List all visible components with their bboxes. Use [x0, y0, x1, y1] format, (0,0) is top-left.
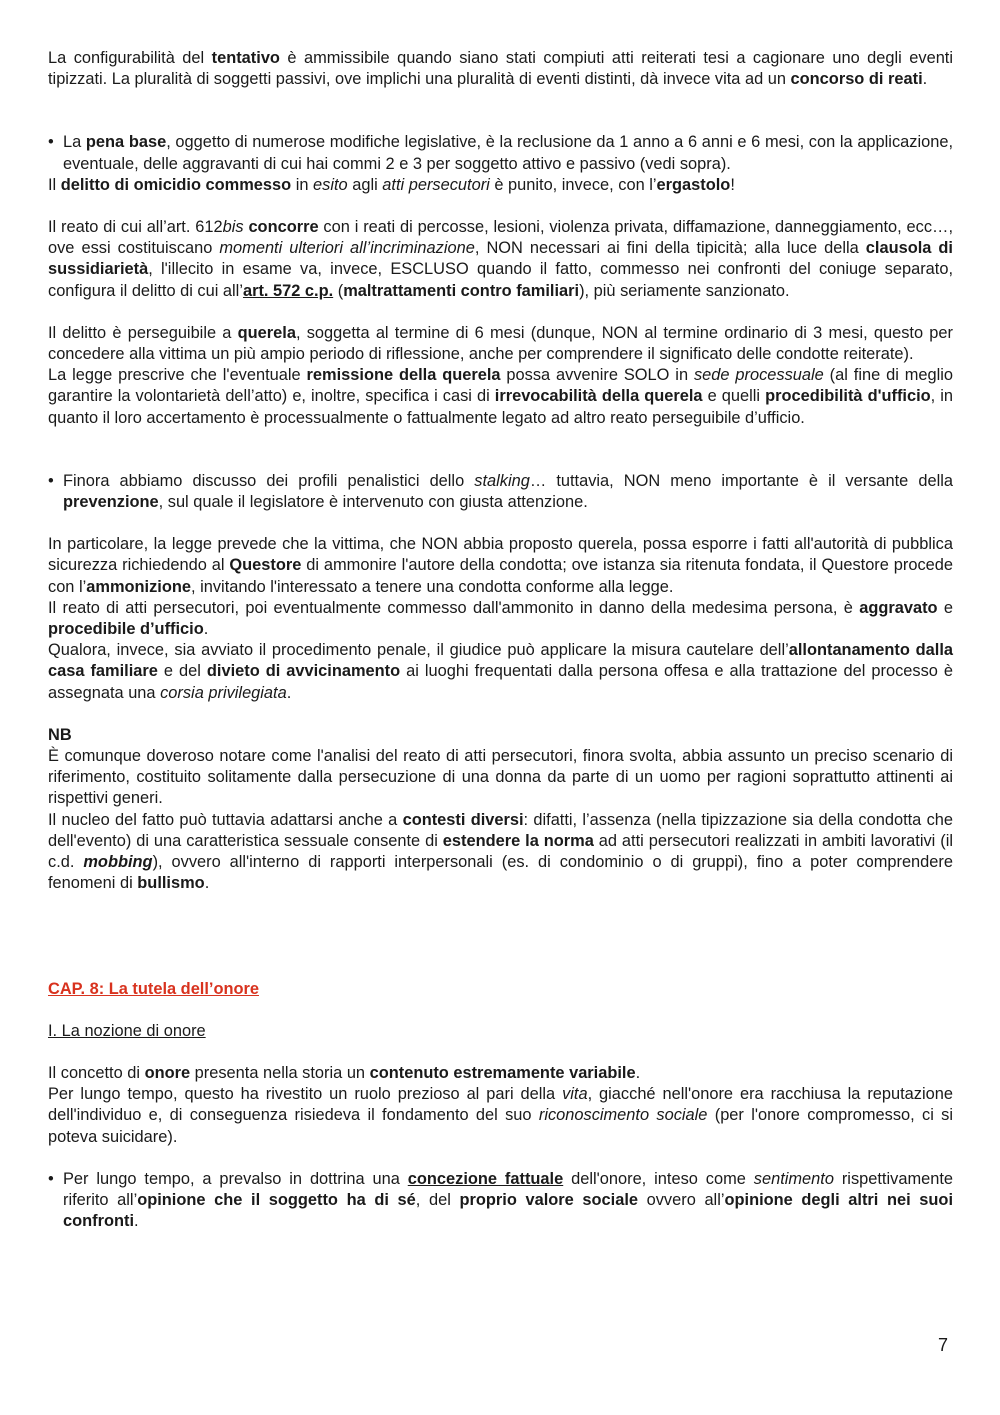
- text-run: , in quanto il loro accertamento è processualmente o fattualmente legato ad altro reato perseguibile d’ufficio.: [48, 387, 954, 427]
- text-run: aggravato: [859, 598, 938, 617]
- text-run: Il: [48, 175, 61, 194]
- text-run: e del: [157, 662, 207, 681]
- bullet-paragraph: [48, 1169, 953, 1233]
- text-run: opinione degli altri nei suoi confronti: [63, 1190, 953, 1231]
- text-run: .: [286, 683, 292, 702]
- text-run: .: [922, 70, 928, 89]
- text-run: stalking: [474, 471, 530, 490]
- paragraph: [48, 365, 953, 429]
- text-run: procedibilità d'ufficio: [765, 387, 931, 406]
- text-run: contesti diversi: [402, 810, 524, 829]
- text-run: NB: [48, 725, 72, 744]
- text-run: Questore: [229, 556, 302, 575]
- text-run: (al fine di meglio garantire la volontarietà dell’atto) e, inoltre, specifica i casi di: [48, 366, 954, 406]
- bullet-paragraph: [48, 471, 953, 513]
- text-run: rispettivamente riferito all’: [63, 1169, 953, 1209]
- paragraph: [48, 1063, 953, 1084]
- bullet-paragraph: [48, 132, 953, 174]
- text-run: ovvero all’: [637, 1190, 725, 1209]
- text-run: !: [730, 175, 735, 194]
- paragraph: [48, 175, 953, 196]
- text-run: Per lungo tempo, a prevalso in dottrina una: [63, 1169, 408, 1188]
- text-run: In particolare, la legge prevede che la vittima, che NON abbia proposto querela, possa esporre i fatti all'autorità di pubblica sicurezza richiedendo al: [48, 535, 953, 575]
- spacer: [48, 1000, 953, 1021]
- text-run: , NON necessari ai fini della tipicità; alla luce della: [474, 239, 866, 258]
- text-run: .: [203, 620, 209, 639]
- text-run: … tuttavia, NON meno importante è il versante della: [529, 471, 954, 490]
- document-page: [48, 48, 953, 1232]
- text-run: possa avvenire SOLO in: [500, 366, 694, 385]
- text-run: .: [204, 874, 210, 893]
- bullet-icon: •: [48, 1169, 54, 1188]
- text-run: Per lungo tempo, questo ha rivestito un ruolo prezioso al pari della: [48, 1085, 563, 1104]
- text-run: bullismo: [137, 874, 205, 893]
- text-run: mobbing: [83, 853, 153, 872]
- text-run: è punito, invece, con l’: [489, 175, 657, 194]
- bullet-icon: •: [48, 471, 54, 490]
- text-run: ), più seriamente sanzionato.: [579, 281, 790, 300]
- text-run: sede processuale: [693, 366, 824, 385]
- text-run: .: [635, 1063, 641, 1082]
- text-run: onore: [144, 1063, 191, 1082]
- text-run: momenti ulteriori all’incriminazione: [219, 239, 475, 258]
- text-run: : difatti, l’assenza (nella tipizzazione sia della condotta che dell'evento) di una caratteristica sessuale consente di: [48, 810, 953, 850]
- text-run: concorre: [248, 218, 319, 237]
- text-run: (: [333, 281, 344, 300]
- paragraph: [48, 534, 953, 598]
- bullet-icon: •: [48, 133, 54, 152]
- page-number: 7: [938, 1335, 949, 1355]
- paragraph: [48, 640, 953, 704]
- text-run: esito: [313, 175, 348, 194]
- text-run: è ammissibile quando siano stati compiuti atti reiterati tesi a cagionare uno degli eventi tipizzati. La pluralità di soggetti passivi, ove implichi una pluralità di eventi distinti, dà invece vita ad un: [48, 49, 954, 89]
- text-run: tentativo: [211, 49, 280, 67]
- spacer: [48, 196, 953, 217]
- text-run: estendere la norma: [442, 831, 594, 850]
- paragraph: [48, 725, 953, 746]
- text-run: ergastolo: [656, 175, 731, 194]
- text-run: ad atti persecutori realizzati in ambiti lavorativi (il c.d.: [48, 831, 953, 872]
- paragraph: [48, 48, 953, 90]
- text-run: e quelli: [702, 387, 766, 406]
- spacer: [48, 302, 953, 323]
- text-run: È comunque doveroso notare come l'analisi del reato di atti persecutori, finora svolta, abbia assunto un preciso scenario di riferimento, costituito solitamente dalla persecuzione di una donna da parte di un uomo per ragioni soprattutto attinenti ai rispettivi generi.: [48, 747, 953, 808]
- text-run: , soggetta al termine di 6 mesi (dunque, NON al termine ordinario di 3 mesi, questo per concedere alla vittima un più ampio periodo di riflessione, anche per comprendere il significato delle condotte reiterate).: [48, 323, 953, 364]
- spacer: [48, 1148, 953, 1169]
- text-run: CAP. 8: La tutela dell’onore: [48, 979, 259, 998]
- text-run: sentimento: [753, 1169, 834, 1188]
- text-run: corsia privilegiata: [160, 683, 287, 702]
- text-run: maltrattamenti contro familiari: [343, 281, 580, 300]
- text-run: in: [291, 175, 314, 194]
- text-run: ), ovvero all'interno di rapporti interpersonali (es. di condominio o di gruppi), fino a poter comprendere fenomeni di: [48, 853, 953, 893]
- text-run: La configurabilità del: [48, 49, 212, 67]
- text-run: agli: [347, 175, 383, 194]
- paragraph: [48, 217, 953, 302]
- text-run: divieto di avvicinamento: [206, 662, 401, 681]
- text-run: concezione fattuale: [407, 1169, 564, 1188]
- spacer: [48, 90, 953, 132]
- text-run: dell'onore, inteso come: [563, 1169, 754, 1188]
- text-run: procedibile d’ufficio: [48, 620, 204, 639]
- text-run: contenuto estremamente variabile: [369, 1063, 636, 1082]
- text-run: , oggetto di numerose modifiche legislative, è la reclusione da 1 anno a 6 anni e 6 mesi, con la applicazione, eventuale, delle aggravanti di cui hai commi 2 e 3 per soggetto attivo e passivo (vedi sopra).: [63, 133, 953, 173]
- text-run: , giacché nell'onore era racchiusa la reputazione dell'individuo e, di conseguenza risiedeva il fondamento del suo: [48, 1085, 953, 1125]
- paragraph: [48, 810, 953, 895]
- text-run: La legge prescrive che l'eventuale: [48, 366, 307, 385]
- text-run: irrevocabilità della querela: [494, 387, 703, 406]
- text-run: I. La nozione di onore: [48, 1021, 206, 1040]
- text-run: prevenzione: [63, 493, 159, 512]
- text-run: atti persecutori: [382, 175, 490, 194]
- text-run: allontanamento dalla casa familiare: [48, 641, 953, 681]
- spacer: [48, 429, 953, 471]
- text-run: , del: [415, 1190, 460, 1209]
- text-run: proprio valore sociale: [459, 1190, 638, 1209]
- text-run: (per l'onore compromesso, ci si poteva suicidare).: [48, 1106, 953, 1146]
- text-run: La: [63, 133, 86, 152]
- paragraph: [48, 598, 953, 640]
- text-run: , invitando l'interessato a tenere una condotta conforme alla legge.: [191, 577, 674, 596]
- text-run: ai luoghi frequentati dalla persona offesa e alla trattazione del processo è assegnata una: [48, 662, 954, 702]
- text-run: clausola di sussidiarietà: [48, 239, 953, 279]
- text-run: di ammonire l'autore della condotta; ove istanza sia ritenuta fondata, il Questore procede con l’: [48, 556, 953, 596]
- text-run: Il delitto è perseguibile a: [48, 323, 238, 342]
- text-run: Il reato di atti persecutori, poi eventualmente commesso dall'ammonito in danno della medesima persona, è: [48, 598, 860, 617]
- text-run: Qualora, invece, sia avviato il procedimento penale, il giudice può applicare la misura cautelare dell’: [48, 641, 789, 660]
- text-run: Il concetto di: [48, 1063, 145, 1082]
- text-run: querela: [237, 323, 296, 342]
- text-run: , l'illecito in esame va, invece, ESCLUSO quando il fatto, commesso nei confronti del coniuge separato, configura il delitto di cui all’: [48, 260, 953, 300]
- spacer: [48, 704, 953, 725]
- paragraph: [48, 323, 953, 365]
- spacer: [48, 513, 953, 534]
- chapter-heading: [48, 979, 953, 1000]
- text-run: con i reati di percosse, lesioni, violenza privata, diffamazione, danneggiamento, ecc…, ove essi costituiscano: [48, 218, 953, 258]
- paragraph: [48, 1084, 953, 1148]
- text-run: Finora abbiamo discusso dei profili penalistici dello: [63, 471, 475, 490]
- text-run: remissione della querela: [306, 366, 501, 385]
- text-run: pena base: [85, 133, 167, 152]
- text-run: presenta nella storia un: [190, 1063, 370, 1082]
- text-run: Il reato di cui all’art. 612: [48, 218, 223, 237]
- text-run: Il nucleo del fatto può tuttavia adattarsi anche a: [48, 810, 403, 829]
- text-run: riconoscimento sociale: [538, 1106, 708, 1125]
- text-run: vita: [562, 1085, 588, 1104]
- section-heading: [48, 1021, 953, 1042]
- text-run: .: [134, 1212, 139, 1231]
- text-run: e: [937, 598, 954, 617]
- text-run: , sul quale il legislatore è intervenuto con giusta attenzione.: [158, 493, 588, 512]
- paragraph: [48, 746, 953, 810]
- text-run: art. 572 c.p.: [242, 281, 334, 300]
- text-run: concorso di reati: [790, 70, 923, 89]
- text-run: bis: [222, 218, 244, 237]
- spacer: [48, 1042, 953, 1063]
- text-run: ammonizione: [86, 577, 191, 596]
- text-run: delitto di omicidio commesso: [60, 175, 292, 194]
- spacer: [48, 895, 953, 979]
- text-run: opinione che il soggetto ha di sé: [137, 1190, 416, 1209]
